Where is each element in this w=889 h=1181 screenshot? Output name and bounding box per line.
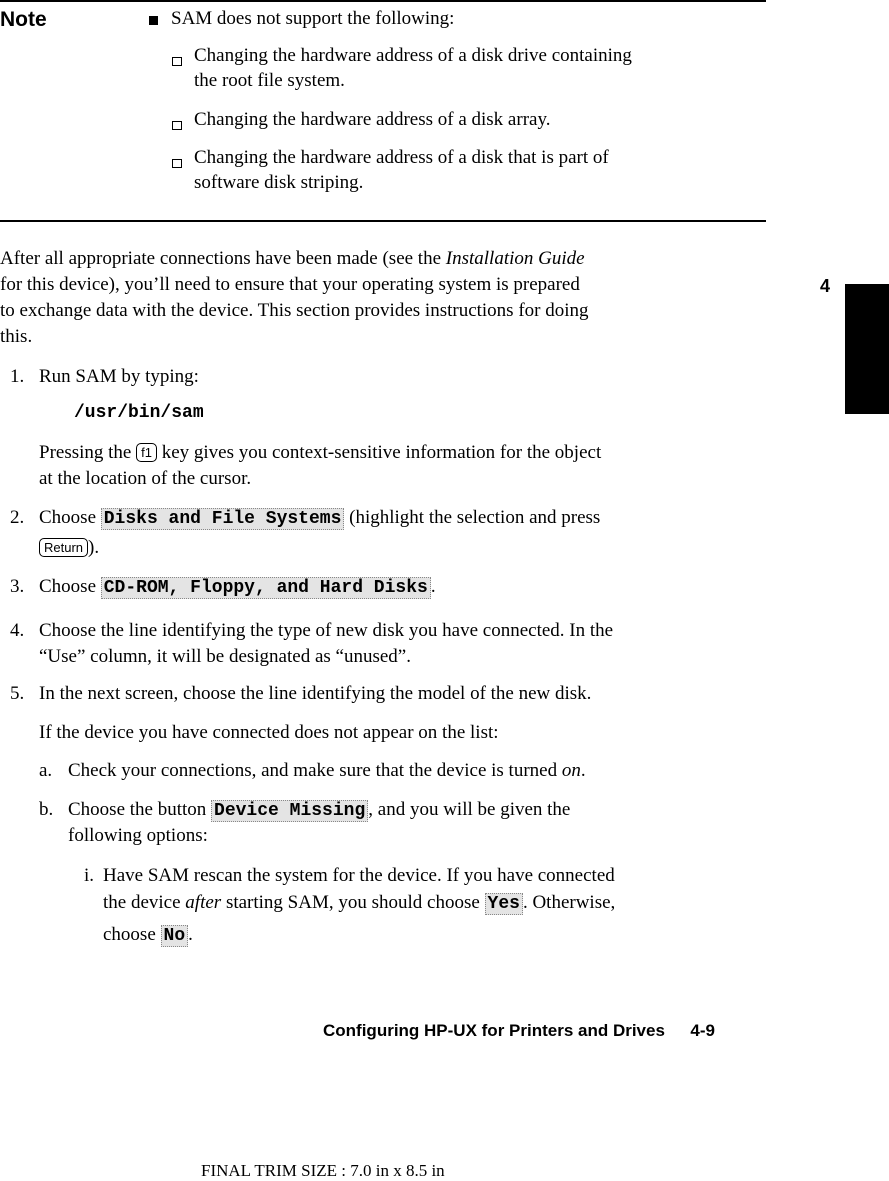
running-footer <box>323 1021 715 1041</box>
step-4-line-2: “Use” column, it will be designated as “unused”. <box>39 646 411 667</box>
footer-title: Configuring HP-UX for Printers and Drives <box>323 1021 665 1040</box>
step-5-subtext: If the device you have connected does not appear on the list: <box>39 722 499 743</box>
substep-a-number: a. <box>39 760 53 781</box>
menu-cdrom-floppy-hard-disks[interactable]: CD-ROM, Floppy, and Hard Disks <box>101 577 431 599</box>
substep-i-line-2: the device after starting SAM, you should choose Yes . Otherwise, <box>103 892 616 914</box>
step-4-number: 4. <box>10 620 25 641</box>
step-4-line-1: Choose the line identifying the type of new disk you have connected. In the <box>39 620 614 641</box>
substep-i-line-1: Have SAM rescan the system for the device. If you have connected <box>103 865 615 886</box>
step-1-text: Run SAM by typing: <box>39 366 199 387</box>
yes-button[interactable]: Yes <box>485 893 523 915</box>
f1-key: f1 <box>136 443 157 462</box>
substep-b-line-2: following options: <box>68 825 208 846</box>
chapter-number: 4 <box>820 276 831 296</box>
substep-b-number: b. <box>39 799 54 820</box>
intro-line-2: for this device), you’ll need to ensure that your operating system is prepared <box>0 274 580 295</box>
step-3-number: 3. <box>10 576 25 597</box>
substep-i-line-3: choose No . <box>103 924 193 946</box>
step-2-number: 2. <box>10 507 25 528</box>
command-text: /usr/bin/sam <box>74 403 204 423</box>
substep-b-line-1: Choose the button Device Missing , and you will be given the <box>68 799 571 821</box>
page-number: 4-9 <box>690 1021 715 1040</box>
note-item-3-line-2: software disk striping. <box>194 172 364 193</box>
intro-line-3: to exchange data with the device. This section provides instructions for doing <box>0 300 589 321</box>
note-label: Note <box>0 8 47 31</box>
step-5-text: In the next screen, choose the line identifying the model of the new disk. <box>39 683 592 704</box>
step-1-help-line-1: Pressing the f1 key gives you context-sensitive information for the object <box>39 442 602 463</box>
checkbox-bullet-icon <box>172 57 182 66</box>
no-button[interactable]: No <box>161 925 189 947</box>
note-item-3-line-1: Changing the hardware address of a disk that is part of <box>194 147 609 168</box>
step-1-number: 1. <box>10 366 25 387</box>
menu-disks-and-file-systems[interactable]: Disks and File Systems <box>101 508 345 530</box>
chapter-thumb-tab <box>845 284 889 414</box>
substep-a-text: Check your connections, and make sure that the device is turned on. <box>68 760 586 781</box>
note-intro: SAM does not support the following: <box>171 8 455 29</box>
intro-line-1: After all appropriate connections have been made (see the Installation Guide <box>0 248 585 269</box>
substep-i-number: i. <box>84 865 95 886</box>
checkbox-bullet-icon <box>172 159 182 168</box>
step-3-line: Choose CD-ROM, Floppy, and Hard Disks . <box>39 576 436 598</box>
note-item-1-line-2: the root file system. <box>194 70 345 91</box>
checkbox-bullet-icon <box>172 121 182 130</box>
note-top-rule <box>0 0 766 2</box>
square-bullet-icon <box>149 16 158 25</box>
return-key: Return <box>39 538 88 557</box>
trim-size-note: FINAL TRIM SIZE : 7.0 in x 8.5 in <box>201 1161 445 1180</box>
note-item-2: Changing the hardware address of a disk array. <box>194 109 551 130</box>
step-5-number: 5. <box>10 683 25 704</box>
intro-line-4: this. <box>0 326 33 347</box>
step-1-help-line-2: at the location of the cursor. <box>39 468 252 489</box>
note-bottom-rule <box>0 220 766 222</box>
step-2-line-1: Choose Disks and File Systems (highlight the selection and press <box>39 507 601 529</box>
device-missing-button[interactable]: Device Missing <box>211 800 368 822</box>
step-2-line-2: Return ). <box>39 537 99 559</box>
note-item-1-line-1: Changing the hardware address of a disk drive containing <box>194 45 632 66</box>
